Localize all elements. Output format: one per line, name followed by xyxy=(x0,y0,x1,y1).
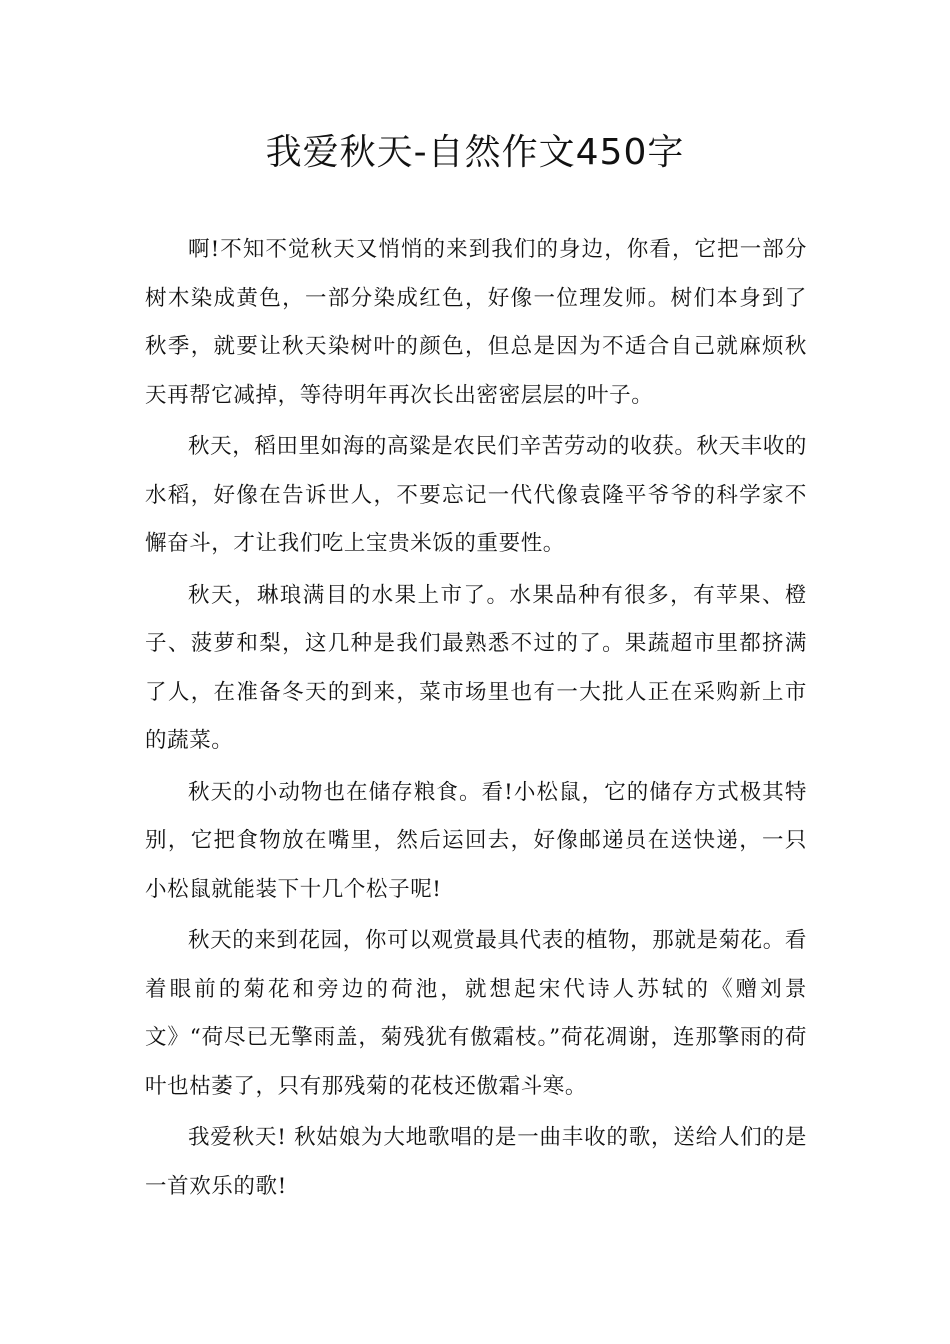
paragraph-2: 秋天，稻田里如海的高粱是农民们辛苦劳动的收获。秋天丰收的水稻，好像在告诉世人，不要忘记一代代像袁隆平爷爷的科学家不懈奋斗，才让我们吃上宝贵米饭的重要性。 xyxy=(145,434,807,556)
paragraph-1: 啊!不知不觉秋天又悄悄的来到我们的身边，你看，它把一部分树木染成黄色，一部分染成红色，好像一位理发师。树们本身到了秋季，就要让秋天染树叶的颜色，但总是因为不适合自己就麻烦秋天再帮它减掉，等待明年再次长出密密层层的叶子。 xyxy=(145,237,807,408)
paragraph-3: 秋天，琳琅满目的水果上市了。水果品种有很多，有苹果、橙子、菠萝和梨，这几种是我们最熟悉不过的了。果蔬超市里都挤满了人，在准备冬天的到来，菜市场里也有一大批人正在采购新上市的蔬菜。 xyxy=(145,582,807,753)
paragraph-5: 秋天的来到花园，你可以观赏最具代表的植物，那就是菊花。看着眼前的菊花和旁边的荷池，就想起宋代诗人苏轼的《赠刘景文》“荷尽已无擎雨盖，菊残犹有傲霜枝。”荷花凋谢，连那擎雨的荷叶也枯萎了，只有那残菊的花枝还傲霜斗寒。 xyxy=(145,928,807,1099)
document-title: 我爱秋天-自然作文450字 xyxy=(265,132,685,173)
paragraph-4: 秋天的小动物也在储存粮食。看!小松鼠，它的储存方式极其特别，它把食物放在嘴里，然后运回去，好像邮递员在送快递，一只小松鼠就能装下十几个松子呢! xyxy=(145,779,807,902)
document-body xyxy=(145,226,807,1211)
paragraph-6: 我爱秋天! 秋姑娘为大地歌唱的是一曲丰收的歌，送给人们的是一首欢乐的歌! xyxy=(145,1125,807,1199)
